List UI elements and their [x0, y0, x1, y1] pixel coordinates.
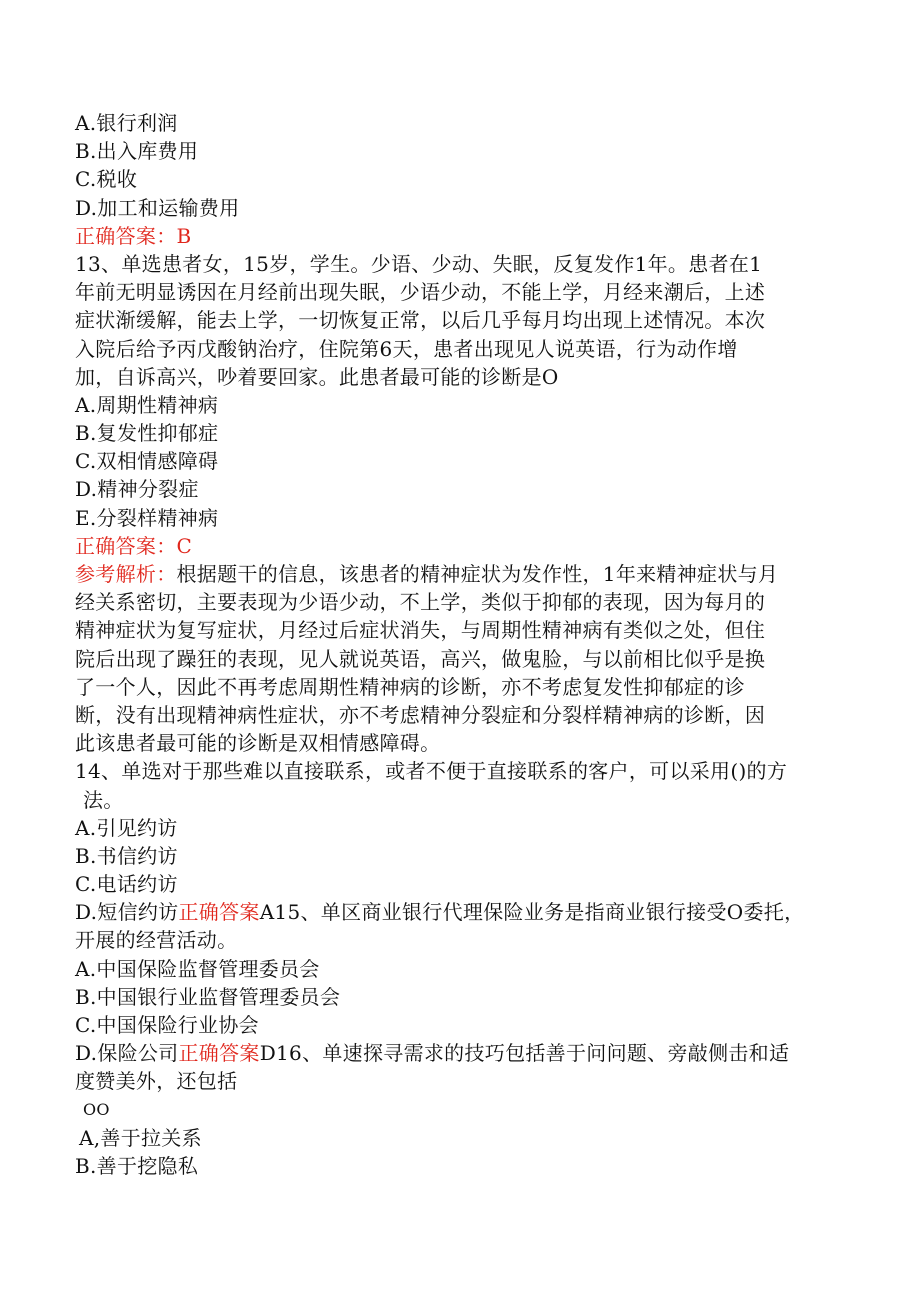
- q16-stem-line-3: OO: [83, 1099, 110, 1119]
- q16-stem-line-2: 度赞美外，还包括: [75, 1069, 238, 1094]
- q13-option-e: E.分裂样精神病: [75, 505, 219, 530]
- q13-analysis-label: 参考解析：: [75, 562, 177, 586]
- document-page: [75, 109, 845, 1180]
- q13-analysis-first: 根据题干的信息，该患者的精神症状为发作性，1年来精神症状与月: [176, 562, 779, 586]
- q12-answer-value: B: [176, 223, 192, 248]
- q13-option-c: C.双相情感障碍: [75, 449, 219, 474]
- q12-option-c: C.税收: [75, 167, 138, 192]
- q13-analysis-line-4: 院后出现了躁狂的表现，见人就说英语，高兴，做鬼脸，与以前相比似乎是换: [75, 646, 766, 671]
- q14-stem-line-1: 14、单选对于那些难以直接联系，或者不便于直接联系的客户，可以采用()的方: [75, 759, 788, 784]
- q13-analysis-line-1: [75, 560, 845, 588]
- q12-answer: [75, 222, 845, 250]
- q12-option-b: B.出入库费用: [75, 139, 199, 164]
- q12-option-a: A.银行利润: [75, 111, 178, 135]
- q13-analysis-line-2: 经关系密切，主要表现为少语少动，不上学，类似于抑郁的表现，因为每月的: [75, 590, 766, 615]
- q14-option-c: C.电话约访: [75, 872, 178, 897]
- q13-answer-value: C: [176, 533, 193, 558]
- q13-answer-label: 正确答案：: [75, 533, 177, 558]
- q14-option-d-answer-line: [75, 898, 845, 926]
- q15-option-c: C.中国保险行业协会: [75, 1013, 259, 1037]
- q16-option-b: B.善于挖隐私: [75, 1153, 199, 1178]
- q14-answer-label: 正确答案: [178, 900, 260, 925]
- q13-answer: [75, 532, 845, 560]
- q13-analysis-line-7: 此该患者最可能的诊断是双相情感障碍。: [75, 731, 441, 756]
- q13-option-b: B.复发性抑郁症: [75, 421, 219, 446]
- q14-option-a: A.引见约访: [75, 815, 178, 840]
- q14-answer-tail: A15、单区商业银行代理保险业务是指商业银行接受O委托，: [259, 900, 805, 925]
- q13-analysis-line-3: 精神症状为复写症状，月经过后症状消失，与周期性精神病有类似之处，但住: [75, 618, 766, 643]
- q13-analysis-line-6: 断，没有出现精神病性症状，亦不考虑精神分裂症和分裂样精神病的诊断，因: [75, 702, 766, 727]
- q14-option-d: D.短信约访: [75, 900, 179, 925]
- q12-option-d: D.加工和运输费用: [75, 195, 240, 220]
- q12-answer-label: 正确答案：: [75, 223, 177, 248]
- q15-option-d-answer-line: [75, 1039, 845, 1067]
- q15-option-d: D.保险公司: [75, 1041, 179, 1066]
- q15-answer-tail: D16、单速探寻需求的技巧包括善于问问题、旁敲侧击和适: [259, 1041, 790, 1066]
- q15-stem-line-2: 开展的经营活动。: [75, 928, 238, 953]
- q16-option-a: A,善于拉关系: [79, 1125, 202, 1150]
- q13-stem-line-1: 13、单选患者女，15岁，学生。少语、少动、失眠，反复发作1年。患者在1: [75, 251, 763, 276]
- q15-answer-label: 正确答案: [178, 1041, 260, 1066]
- q13-stem-line-5: 加，自诉高兴，吵着要回家。此患者最可能的诊断是O: [75, 364, 559, 389]
- q13-option-d: D.精神分裂症: [75, 477, 199, 502]
- q14-stem-line-2: 法。: [83, 787, 124, 812]
- q13-analysis-line-5: 了一个人，因此不再考虑周期性精神病的诊断，亦不考虑复发性抑郁症的诊: [75, 674, 745, 699]
- q13-stem-line-2: 年前无明显诱因在月经前出现失眠，少语少动，不能上学，月经来潮后，上述: [75, 280, 766, 305]
- q13-option-a: A.周期性精神病: [75, 392, 219, 417]
- q15-option-b: B.中国银行业监督管理委员会: [75, 984, 341, 1009]
- q14-option-b: B.书信约访: [75, 843, 178, 868]
- q15-option-a: A.中国保险监督管理委员会: [75, 956, 320, 981]
- q13-stem-line-4: 入院后给予丙戊酸钠治疗，住院第6天，患者出现见人说英语，行为动作增: [75, 336, 738, 361]
- q13-stem-line-3: 症状渐缓解，能去上学，一切恢复正常，以后几乎每月均出现上述情况。本次: [75, 308, 766, 333]
